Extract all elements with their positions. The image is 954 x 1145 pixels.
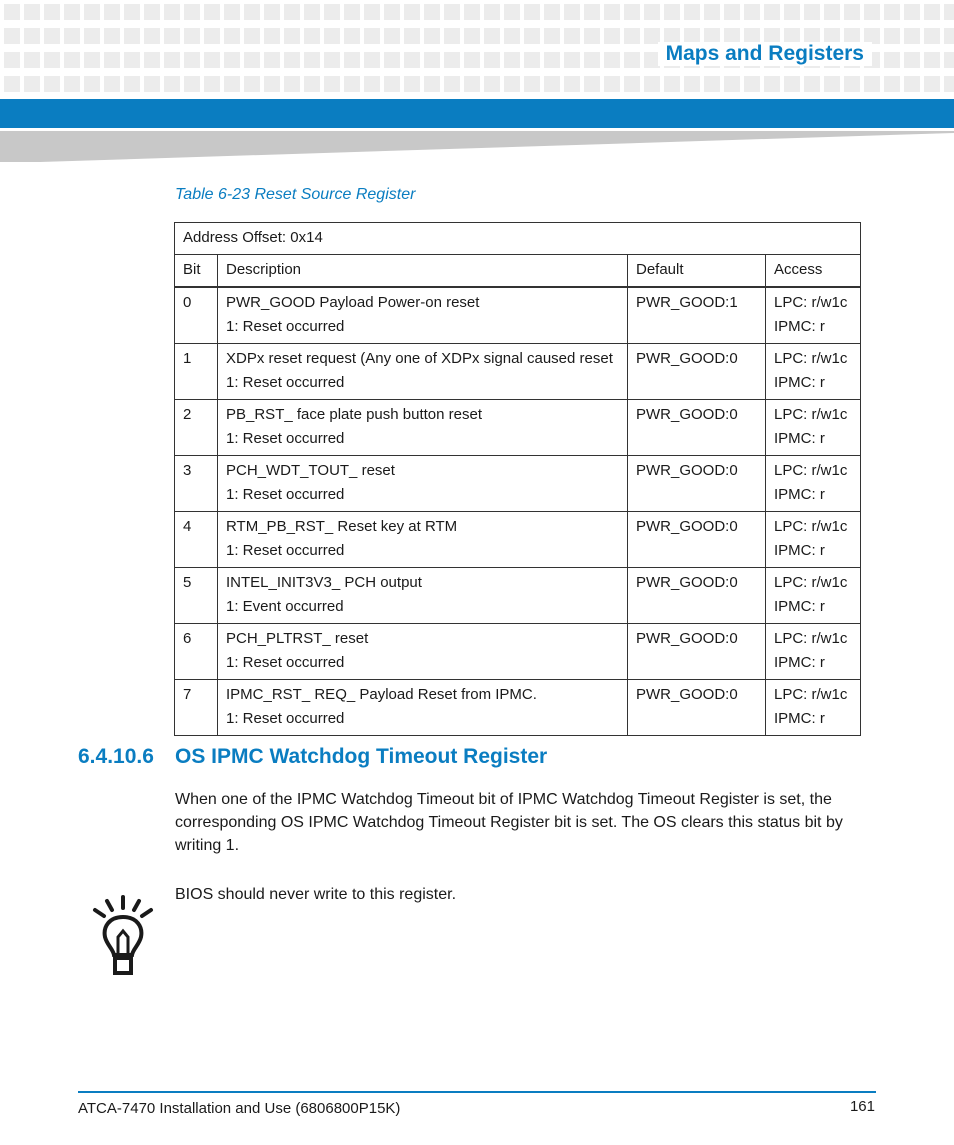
description-cell <box>218 456 628 512</box>
description-text: PWR_GOOD Payload Power-on reset <box>226 294 480 311</box>
column-header-access: Access <box>766 255 861 288</box>
description-text: RTM_PB_RST_ Reset key at RTM <box>226 518 458 535</box>
bit-cell <box>175 568 218 624</box>
description-text: 1: Reset occurred <box>226 430 345 447</box>
access-cell <box>766 624 861 680</box>
default-text: PWR_GOOD:0 <box>636 350 738 367</box>
description-cell <box>218 512 628 568</box>
table-row <box>175 287 861 344</box>
default-text: PWR_GOOD:0 <box>636 406 738 423</box>
access-text: LPC: r/w1c <box>774 686 848 703</box>
bit-cell <box>175 680 218 736</box>
address-offset-row <box>175 223 861 255</box>
default-cell <box>628 624 766 680</box>
access-cell <box>766 568 861 624</box>
bit-cell <box>175 456 218 512</box>
default-cell <box>628 344 766 400</box>
section-number: 6.4.10.6 <box>78 745 154 768</box>
access-text: LPC: r/w1c <box>774 350 848 367</box>
access-text: IPMC: r <box>774 486 825 503</box>
access-cell <box>766 456 861 512</box>
description-cell <box>218 680 628 736</box>
reset-source-register-table <box>174 222 861 736</box>
access-cell <box>766 400 861 456</box>
table-caption: Table 6-23 Reset Source Register <box>175 186 416 203</box>
access-text: LPC: r/w1c <box>774 406 848 423</box>
column-header-default: Default <box>628 255 766 288</box>
bit-text: 2 <box>183 406 192 423</box>
table-row <box>175 680 861 736</box>
footer-rule <box>78 1091 876 1093</box>
table-row <box>175 344 861 400</box>
bit-cell <box>175 624 218 680</box>
access-text: IPMC: r <box>774 542 825 559</box>
description-text: INTEL_INIT3V3_ PCH output <box>226 574 422 591</box>
footer-document-title: ATCA-7470 Installation and Use (6806800P15K) <box>78 1100 401 1117</box>
column-header-bit: Bit <box>175 255 218 288</box>
bit-text: 4 <box>183 518 192 535</box>
access-text: LPC: r/w1c <box>774 574 848 591</box>
table-row <box>175 456 861 512</box>
description-text: IPMC_RST_ REQ_ Payload Reset from IPMC. <box>226 686 537 703</box>
description-text: 1: Reset occurred <box>226 486 345 503</box>
bit-text: 6 <box>183 630 192 647</box>
access-cell <box>766 512 861 568</box>
section-title: OS IPMC Watchdog Timeout Register <box>175 745 548 768</box>
access-text: IPMC: r <box>774 654 825 671</box>
access-cell <box>766 680 861 736</box>
access-text: IPMC: r <box>774 374 825 391</box>
description-text: 1: Reset occurred <box>226 374 345 391</box>
access-text: IPMC: r <box>774 598 825 615</box>
bit-text: 0 <box>183 294 192 311</box>
default-text: PWR_GOOD:0 <box>636 630 738 647</box>
section-heading <box>78 745 547 769</box>
access-text: IPMC: r <box>774 710 825 727</box>
access-text: LPC: r/w1c <box>774 462 848 479</box>
bit-text: 5 <box>183 574 192 591</box>
default-text: PWR_GOOD:0 <box>636 574 738 591</box>
description-cell <box>218 400 628 456</box>
description-cell <box>218 568 628 624</box>
bit-text: 7 <box>183 686 192 703</box>
access-cell <box>766 344 861 400</box>
table-row <box>175 400 861 456</box>
table-row <box>175 512 861 568</box>
column-header-description: Description <box>218 255 628 288</box>
description-cell <box>218 624 628 680</box>
default-cell <box>628 568 766 624</box>
address-offset-cell: Address Offset: 0x14 <box>175 223 861 255</box>
tip-text: BIOS should never write to this register. <box>175 886 457 903</box>
default-cell <box>628 680 766 736</box>
description-text: 1: Reset occurred <box>226 318 345 335</box>
default-text: PWR_GOOD:0 <box>636 686 738 703</box>
table-row <box>175 624 861 680</box>
description-text: 1: Reset occurred <box>226 542 345 559</box>
access-text: IPMC: r <box>774 318 825 335</box>
description-cell <box>218 344 628 400</box>
header-blue-band <box>0 99 954 128</box>
access-text: LPC: r/w1c <box>774 518 848 535</box>
description-text: 1: Reset occurred <box>226 710 345 727</box>
default-text: PWR_GOOD:0 <box>636 518 738 535</box>
access-text: LPC: r/w1c <box>774 294 848 311</box>
access-text: LPC: r/w1c <box>774 630 848 647</box>
access-text: IPMC: r <box>774 430 825 447</box>
chapter-title: Maps and Registers <box>658 42 872 66</box>
bit-cell <box>175 400 218 456</box>
default-cell <box>628 400 766 456</box>
lightbulb-icon <box>91 895 155 977</box>
description-text: 1: Event occurred <box>226 598 344 615</box>
description-text: 1: Reset occurred <box>226 654 345 671</box>
default-cell <box>628 512 766 568</box>
access-cell <box>766 287 861 344</box>
footer-page-number: 161 <box>849 1098 875 1115</box>
default-text: PWR_GOOD:1 <box>636 294 738 311</box>
table-header-row <box>175 255 861 288</box>
bit-text: 1 <box>183 350 192 367</box>
bit-cell <box>175 512 218 568</box>
description-text: PB_RST_ face plate push button reset <box>226 406 482 423</box>
bit-cell <box>175 287 218 344</box>
bit-cell <box>175 344 218 400</box>
description-cell <box>218 287 628 344</box>
description-text: XDPx reset request (Any one of XDPx signal caused reset <box>226 350 613 367</box>
default-cell <box>628 287 766 344</box>
section-body-text: When one of the IPMC Watchdog Timeout bit of IPMC Watchdog Timeout Register is set, the corresponding OS IPMC Watchdog Timeout Register bit is set. The OS clears this status bit by writing 1. <box>175 791 843 854</box>
description-text: PCH_WDT_TOUT_ reset <box>226 462 395 479</box>
bit-text: 3 <box>183 462 192 479</box>
table-row <box>175 568 861 624</box>
description-text: PCH_PLTRST_ reset <box>226 630 369 647</box>
default-text: PWR_GOOD:0 <box>636 462 738 479</box>
default-cell <box>628 456 766 512</box>
header-grey-swoosh <box>0 131 954 163</box>
